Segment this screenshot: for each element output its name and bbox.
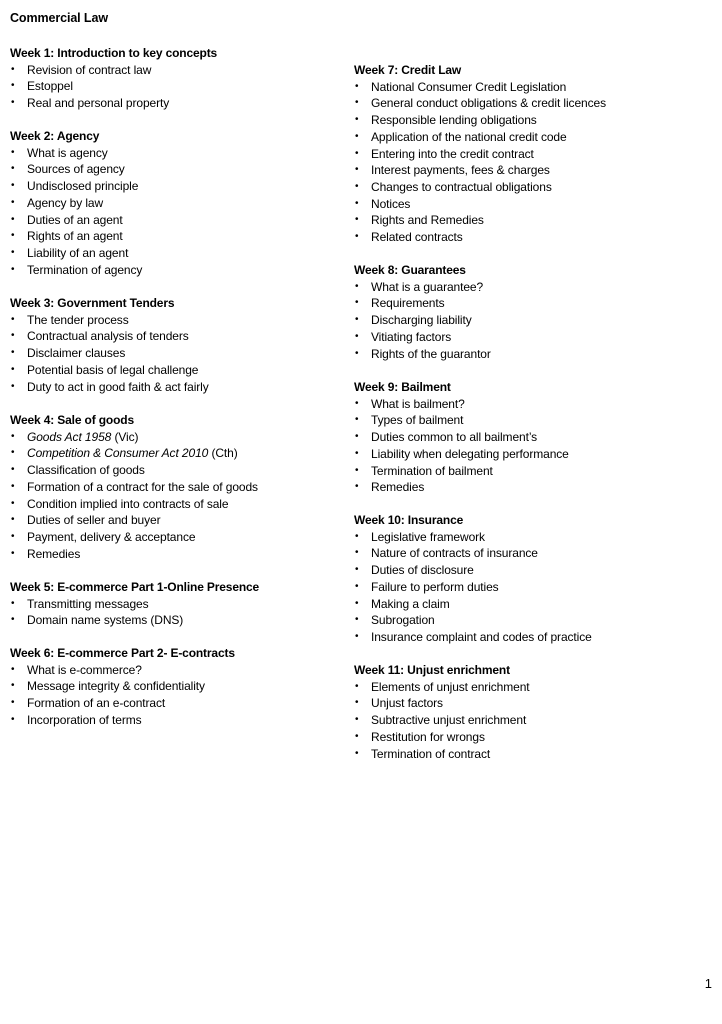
list-item: • Transmitting messages [11, 596, 149, 611]
bullet-icon: • [355, 530, 359, 542]
bullet-icon: • [11, 63, 15, 75]
bullet-icon: • [11, 347, 15, 359]
bullet-icon: • [355, 214, 359, 226]
list-item: • What is e-commerce? [11, 662, 142, 677]
bullet-icon: • [355, 481, 359, 493]
bullet-icon: • [355, 680, 359, 692]
bullet-icon: • [11, 614, 15, 626]
bullet-icon: • [355, 280, 359, 292]
list-item: • Interest payments, fees & charges [355, 163, 550, 178]
bullet-icon: • [355, 564, 359, 576]
bullet-icon: • [11, 514, 15, 526]
week-section [10, 128, 142, 278]
list-item: • Remedies [355, 480, 425, 495]
bullet-icon: • [355, 314, 359, 326]
list-item: • Unjust factors [355, 696, 443, 711]
topic-list [354, 396, 569, 496]
bullet-icon: • [11, 480, 15, 492]
week-heading: Week 10: Insurance [354, 513, 464, 527]
list-item: • What is agency [11, 145, 108, 160]
bullet-icon: • [355, 464, 359, 476]
bullet-icon: • [11, 464, 15, 476]
list-item: • Sources of agency [11, 162, 125, 177]
week-heading: Week 8: Guarantees [354, 263, 466, 277]
bullet-icon: • [355, 297, 359, 309]
bullet-icon: • [355, 697, 359, 709]
bullet-icon: • [355, 747, 359, 759]
legislation-title: Competition & Consumer Act 2010 [27, 446, 209, 461]
bullet-icon: • [11, 663, 15, 675]
list-item: • Rights and Remedies [355, 213, 484, 228]
week-heading: Week 1: Introduction to key concepts [10, 46, 218, 60]
bullet-icon: • [355, 80, 359, 92]
week-section [10, 645, 235, 729]
list-item: • The tender process [11, 312, 129, 327]
bullet-icon: • [355, 630, 359, 642]
list-item: • Revision of contract law [11, 62, 152, 77]
bullet-icon: • [11, 246, 15, 258]
topic-list [10, 662, 235, 729]
bullet-icon: • [355, 231, 359, 243]
bullet-icon: • [11, 180, 15, 192]
list-item: • Changes to contractual obligations [355, 179, 552, 194]
list-item: • National Consumer Credit Legislation [355, 79, 567, 94]
week-heading: Week 9: Bailment [354, 380, 451, 394]
list-item: • Goods Act 1958 (Vic) [11, 429, 139, 444]
week-section [10, 295, 209, 395]
topic-list [354, 279, 491, 363]
list-item: • Undisclosed principle [11, 179, 139, 194]
week-heading: Week 6: E-commerce Part 2- E-contracts [10, 646, 235, 660]
list-item: • General conduct obligations & credit licences [355, 96, 606, 111]
bullet-icon: • [11, 97, 15, 109]
bullet-icon: • [355, 97, 359, 109]
bullet-icon: • [355, 147, 359, 159]
week-section [10, 45, 217, 112]
topic-list [10, 145, 142, 279]
bullet-icon: • [11, 430, 15, 442]
bullet-icon: • [355, 180, 359, 192]
list-item: • Vitiating factors [355, 329, 452, 344]
week-heading: Week 7: Credit Law [354, 63, 462, 77]
bullet-icon: • [11, 330, 15, 342]
list-item: • What is bailment? [355, 396, 465, 411]
list-item: • Formation of a contract for the sale of goods [11, 479, 258, 494]
list-item: • Legislative framework [355, 529, 485, 544]
list-item: • Requirements [355, 296, 445, 311]
list-item: • Responsible lending obligations [355, 113, 537, 128]
list-item: • Termination of agency [11, 262, 143, 277]
bullet-icon: • [11, 230, 15, 242]
bullet-icon: • [355, 580, 359, 592]
list-item: • Duties of seller and buyer [11, 513, 161, 528]
bullet-icon: • [355, 730, 359, 742]
list-item: • Formation of an e-contract [11, 696, 166, 711]
list-item: • Elements of unjust enrichment [355, 679, 530, 694]
bullet-icon: • [11, 363, 15, 375]
list-item: • Estoppel [11, 79, 73, 94]
list-item: • Making a claim [355, 596, 450, 611]
list-item: • Termination of bailment [355, 463, 493, 478]
week-heading: Week 11: Unjust enrichment [354, 663, 510, 677]
topic-list [10, 429, 258, 563]
list-item: • Condition implied into contracts of sale [11, 496, 229, 511]
bullet-icon: • [11, 263, 15, 275]
topic-list [10, 312, 209, 396]
bullet-icon: • [355, 397, 359, 409]
bullet-icon: • [355, 597, 359, 609]
bullet-icon: • [355, 347, 359, 359]
list-item: • Contractual analysis of tenders [11, 329, 189, 344]
topic-list [10, 62, 217, 112]
bullet-icon: • [11, 547, 15, 559]
list-item: • Application of the national credit code [355, 129, 567, 144]
week-section [354, 62, 606, 246]
week-section [10, 579, 259, 629]
list-item: • Message integrity & confidentiality [11, 679, 205, 694]
bullet-icon: • [11, 597, 15, 609]
list-item: • Incorporation of terms [11, 712, 142, 727]
bullet-icon: • [355, 130, 359, 142]
list-item: • Nature of contracts of insurance [355, 546, 538, 561]
bullet-icon: • [11, 146, 15, 158]
list-item: • Rights of an agent [11, 229, 123, 244]
list-item: • Restitution for wrongs [355, 729, 485, 744]
bullet-icon: • [355, 114, 359, 126]
week-heading: Week 5: E-commerce Part 1-Online Presence [10, 580, 260, 594]
list-item: • Payment, delivery & acceptance [11, 529, 196, 544]
bullet-icon: • [355, 431, 359, 443]
list-item: • Failure to perform duties [355, 579, 499, 594]
topic-list [10, 596, 259, 629]
list-item: • Remedies [11, 546, 81, 561]
week-section [354, 379, 569, 496]
bullet-icon: • [355, 714, 359, 726]
bullet-icon: • [11, 380, 15, 392]
list-item: • What is a guarantee? [355, 279, 484, 294]
list-item: • Related contracts [355, 230, 463, 245]
bullet-icon: • [11, 196, 15, 208]
list-item: • Discharging liability [355, 313, 472, 328]
bullet-icon: • [11, 680, 15, 692]
page-number: 1 [704, 976, 712, 991]
bullet-icon: • [11, 497, 15, 509]
list-item: • Duties of an agent [11, 212, 123, 227]
list-item: • Competition & Consumer Act 2010 (Cth) [11, 446, 238, 461]
bullet-icon: • [355, 197, 359, 209]
topic-list [354, 529, 592, 646]
list-item: • Notices [355, 196, 411, 211]
list-item: • Types of bailment [355, 413, 464, 428]
list-item: • Liability when delegating performance [355, 446, 569, 461]
bullet-icon: • [355, 164, 359, 176]
list-item: • Entering into the credit contract [355, 146, 534, 161]
bullet-icon: • [11, 697, 15, 709]
list-item: • Subtractive unjust enrichment [355, 713, 527, 728]
week-section [354, 262, 491, 362]
list-item: • Insurance complaint and codes of practice [355, 629, 592, 644]
topic-list [354, 679, 530, 763]
week-heading: Week 3: Government Tenders [10, 296, 175, 310]
bullet-icon: • [355, 414, 359, 426]
week-section [354, 662, 530, 762]
document-title: Commercial Law [10, 11, 108, 25]
week-section [354, 512, 592, 646]
topic-list [354, 79, 606, 246]
bullet-icon: • [11, 713, 15, 725]
list-item: • Duty to act in good faith & act fairly [11, 379, 209, 394]
bullet-icon: • [11, 213, 15, 225]
bullet-icon: • [11, 313, 15, 325]
bullet-icon: • [355, 547, 359, 559]
bullet-icon: • [355, 614, 359, 626]
list-item: • Duties of disclosure [355, 563, 474, 578]
list-item: • Classification of goods [11, 463, 145, 478]
list-item: • Domain name systems (DNS) [11, 613, 184, 628]
list-item: • Liability of an agent [11, 245, 129, 260]
list-item: • Agency by law [11, 195, 104, 210]
bullet-icon: • [11, 163, 15, 175]
list-item: • Rights of the guarantor [355, 346, 491, 361]
week-heading: Week 4: Sale of goods [10, 413, 134, 427]
bullet-icon: • [355, 447, 359, 459]
week-heading: Week 2: Agency [10, 129, 100, 143]
week-section [10, 412, 258, 562]
list-item: • Duties common to all bailment’s [355, 430, 538, 445]
list-item: • Subrogation [355, 613, 435, 628]
bullet-icon: • [11, 530, 15, 542]
bullet-icon: • [11, 80, 15, 92]
bullet-icon: • [355, 330, 359, 342]
list-item: • Real and personal property [11, 96, 170, 111]
legislation-title: Goods Act 1958 [27, 429, 112, 444]
list-item: • Potential basis of legal challenge [11, 362, 199, 377]
list-item: • Termination of contract [355, 746, 491, 761]
bullet-icon: • [11, 447, 15, 459]
list-item: • Disclaimer clauses [11, 346, 126, 361]
